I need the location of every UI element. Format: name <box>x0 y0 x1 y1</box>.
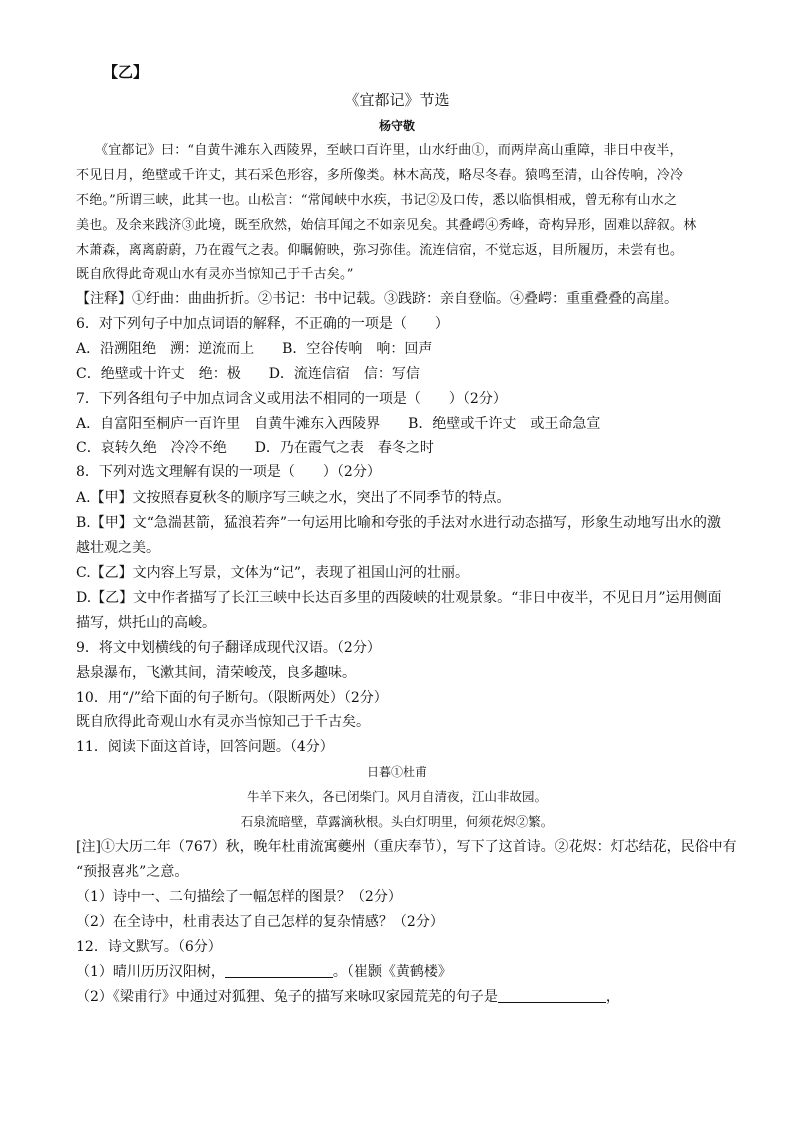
question-6-options-cd: C．绝壁或十许丈 绝：极 D．流连信宿 信：写信 <box>76 366 420 382</box>
section-mark: 【乙】 <box>103 63 149 81</box>
question-7-options-ab: A．自富阳至桐庐一百许里 自黄牛滩东入西陵界 B．绝壁或千许丈 或王命急宣 <box>76 416 601 432</box>
question-8-option-b-cont: 越壮观之美。 <box>76 540 160 556</box>
question-7-options-cd: C．哀转久绝 冷冷不绝 D．乃在霞气之表 春冬之时 <box>76 440 434 456</box>
question-8-option-d: D.【乙】文中作者描写了长江三峡中长达百多里的西陵峡的壮观景象。“非日中夜半，不见日月”运用侧面 <box>76 590 722 606</box>
question-11-sub-1: （1）诗中一、二句描绘了一幅怎样的图景？（2分） <box>76 889 402 905</box>
question-6-options-ab: A．沿溯阻绝 溯：逆流而上 B．空谷传响 响：回声 <box>76 341 433 357</box>
question-6-stem: 6．对下列句子中加点词语的解释，不正确的一项是（ ） <box>76 316 449 332</box>
passage-line: 美也。及余来践济③此境，既至欣然，始信耳闻之不如亲见矣。其叠崿④秀峰，奇构异形，固难以辞叙。林 <box>76 218 697 233</box>
question-8-stem: 8．下列对选文理解有误的一项是（ ）（2分） <box>76 464 381 480</box>
question-11-stem: 11．阅读下面这首诗，回答问题。（4分） <box>76 739 334 755</box>
question-7-stem: 7．下列各组句子中加点词含义或用法不相同的一项是（ ）（2分） <box>76 391 507 407</box>
passage-line: 不绝。”所谓三峡，此其一也。山松言：“常闻峡中水疾，书记②及口传，悉以临惧相戒，曾无称有山水之 <box>76 193 678 208</box>
question-12-sub-2-text: （2）《梁甫行》中通过对狐狸、兔子的描写来咏叹家园荒芜的句子是 <box>76 989 498 1005</box>
poem-line: 石泉流暗壁，草露滴秋根。头白灯明里，何须花烬②繁。 <box>240 814 554 829</box>
passage-title: 《宜都记》节选 <box>344 91 450 109</box>
question-12-sub-2-tail: ， <box>605 989 620 1005</box>
question-8-option-b: B.【甲】文“急湍甚箭，猛浪若奔”一句运用比喻和夸张的手法对水进行动态描写，形象生动地写出水的激 <box>76 515 722 531</box>
poem-title: 日暮①杜甫 <box>366 765 427 779</box>
poem-note-cont: “预报喜兆”之意。 <box>76 864 189 880</box>
answer-blank[interactable] <box>225 963 333 978</box>
question-12-sub-1-text: （1）晴川历历汉阳树， <box>76 964 225 980</box>
question-10-sentence: 既自欣得此奇观山水有灵亦当惊知己于千古矣。 <box>76 714 370 730</box>
question-8-option-a: A.【甲】文按照春夏秋冬的顺序写三峡之水，突出了不同季节的特点。 <box>76 490 511 506</box>
question-8-option-d-cont: 描写，烘托山的高峻。 <box>76 615 216 631</box>
question-11-sub-2: （2）在全诗中，杜甫表达了自己怎样的复杂情感？（2分） <box>76 914 444 930</box>
question-9-sentence: 悬泉瀑布，飞漱其间，清荣峻茂，良多趣味。 <box>76 665 356 681</box>
question-8-option-c: C.【乙】文内容上写景，文体为“记”，表现了祖国山河的壮丽。 <box>76 565 469 581</box>
passage-line: 木萧森，离离蔚蔚，乃在霞气之表。仰瞩俯映，弥习弥佳。流连信宿，不觉忘返，目所履历，未尝有也。 <box>76 243 684 258</box>
question-12-sub-2 <box>76 987 620 1007</box>
question-12-sub-1-source: 。（崔颢《黄鹤楼》 <box>332 964 452 980</box>
poem-line: 牛羊下来久，各已闭柴门。风月自清夜，江山非故园。 <box>246 789 547 804</box>
passage-line: 不见日月，绝壁或千许丈，其石采色形容，多所像类。林木高茂，略尽冬春。猿鸣至清，山谷传响，冷冷 <box>76 168 684 183</box>
passage-line: 既自欣得此奇观山水有灵亦当惊知己于千古矣。” <box>76 267 354 282</box>
answer-blank[interactable] <box>498 988 606 1003</box>
question-10-stem: 10．用“/”给下面的句子断句。（限断两处）（2分） <box>76 690 388 706</box>
passage-author: 杨守敬 <box>378 119 415 133</box>
question-9-stem: 9．将文中划横线的句子翻译成现代汉语。（2分） <box>76 640 381 656</box>
annotation-note: 【注释】①纡曲：曲曲折折。②书记：书中记载。③践跻：亲自登临。④叠崿：重重叠叠的高崖。 <box>76 291 678 307</box>
question-12-stem: 12．诗文默写。（6分） <box>76 939 222 955</box>
poem-note: [注]①大历二年（767）秋，晚年杜甫流寓夔州（重庆奉节），写下了这首诗。②花烬：灯芯结花，民俗中有 <box>76 839 737 855</box>
passage-line: 《宜都记》曰：“自黄牛滩东入西陵界，至峡口百许里，山水纡曲①，而两岸高山重障，非日中夜半， <box>95 143 683 158</box>
question-12-sub-1 <box>76 962 452 982</box>
